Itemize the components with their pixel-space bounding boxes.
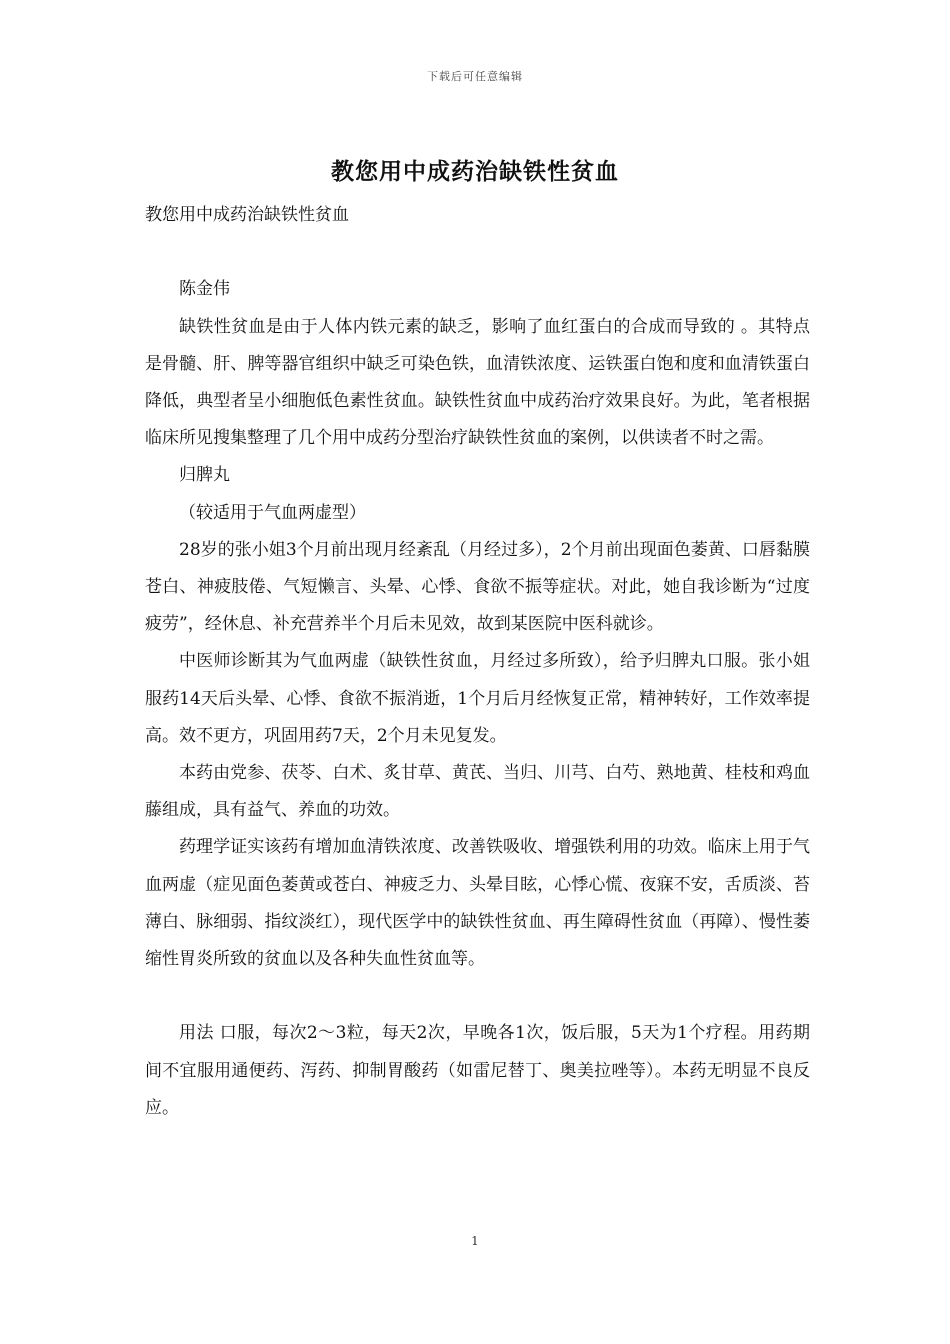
pharmacology-paragraph: 药理学证实该药有增加血清铁浓度、改善铁吸收、增强铁利用的功效。临床上用于气血两虚（症见面色萎黄或苍白、神疲乏力、头晕目眩，心悸心慌、夜寐不安，舌质淡、苔薄白、脉细弱、指纹淡红），现代医学中的缺铁性贫血、再生障碍性贫血（再障）、慢性萎缩性胃炎所致的贫血以及各种失血性贫血等。	[145, 837, 810, 970]
case-paragraph: 28岁的张小姐3个月前出现月经紊乱（月经过多），2个月前出现面色萎黄、口唇黏膜苍白、神疲肢倦、气短懒言、头晕、心悸、食欲不振等症状。对此，她自我诊断为“过度疲劳”，经休息、补充营养半个月后未见效，故到某医院中医科就诊。	[145, 539, 810, 635]
section-heading: 归脾丸	[179, 465, 230, 486]
page-number: 1	[471, 1234, 479, 1248]
subtitle: 教您用中成药治缺铁性贫血	[145, 205, 349, 225]
blank-line	[145, 978, 810, 1015]
document-body	[145, 197, 810, 1127]
composition-paragraph: 本药由党参、茯苓、白术、炙甘草、黄芪、当归、川芎、白芍、熟地黄、桂枝和鸡血藤组成，具有益气、养血的功效。	[145, 763, 810, 821]
author: 陈金伟	[179, 279, 230, 300]
intro-paragraph: 缺铁性贫血是由于人体内铁元素的缺乏，影响了血红蛋白的合成而导致的 。其特点是骨髓、肝、脾等器官组织中缺乏可染色铁，血清铁浓度、运铁蛋白饱和度和血清铁蛋白降低，典型者呈小细胞低色素性贫血。缺铁性贫血中成药治疗效果良好。为此，笔者根据临床所见搜集整理了几个用中成药分型治疗缺铁性贫血的案例，以供读者不时之需。	[145, 316, 810, 449]
section-subheading: （较适用于气血两虚型）	[179, 502, 366, 523]
blank-line	[145, 234, 810, 271]
document-title: 教您用中成药治缺铁性贫血	[331, 158, 619, 185]
header-note: 下载后可任意编辑	[427, 70, 523, 83]
usage-paragraph: 用法 口服，每次2～3粒，每天2次，早晚各1次，饭后服，5天为1个疗程。用药期间不宜服用通便药、泻药、抑制胃酸药（如雷尼替丁、奥美拉唑等）。本药无明显不良反应。	[145, 1023, 810, 1118]
diagnosis-paragraph: 中医师诊断其为气血两虚（缺铁性贫血，月经过多所致），给予归脾丸口服。张小姐服药14天后头晕、心悸、食欲不振消逝，1个月后月经恢复正常，精神转好，工作效率提高。效不更方，巩固用药7天，2个月未见复发。	[145, 651, 810, 746]
